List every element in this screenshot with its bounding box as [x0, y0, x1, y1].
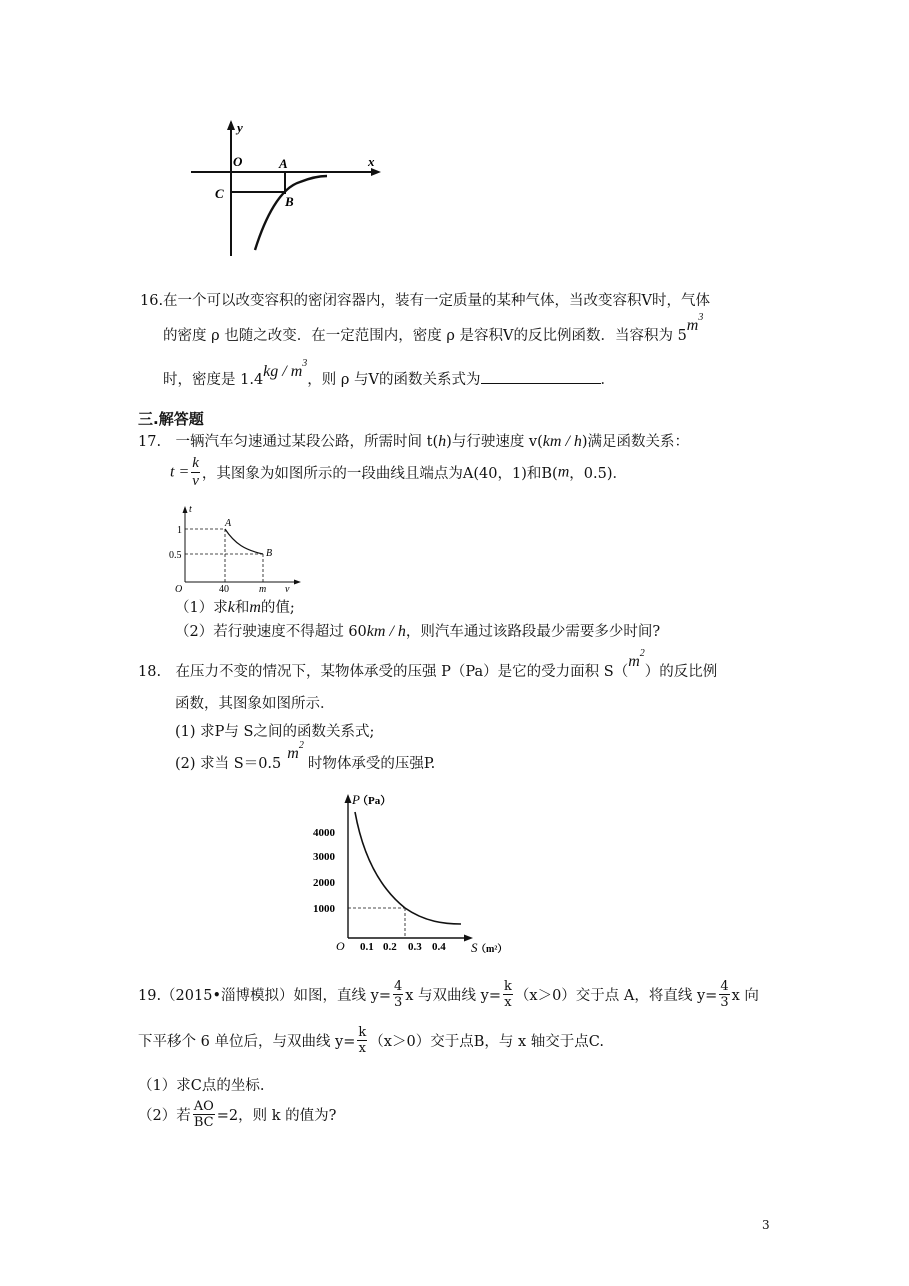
q19-fraction-k-x-b	[357, 1026, 367, 1055]
q17-speed-unit: km / h	[542, 433, 582, 450]
q19-frac2-num: k	[504, 979, 512, 994]
fig15-c-label: C	[215, 186, 224, 201]
q16-density-unit: kg / m	[263, 363, 303, 380]
q17-eq-num: k	[192, 455, 199, 471]
q16-line3-text-b: ，则 ρ 与V的函数关系式为	[307, 372, 481, 388]
q17-line2-text-a: ，其图象为如图所示的一段曲线且端点为A(40，1)和B(	[201, 466, 558, 482]
fig15-x-label: x	[368, 154, 375, 169]
figure-q17-graph	[165, 500, 305, 595]
fig15-y-label: y	[237, 120, 243, 135]
q18-area-exp: 2	[639, 648, 645, 660]
q16-answer-blank[interactable]	[481, 369, 601, 384]
q19-frac1-num: 4	[393, 979, 403, 994]
q18-graph-y1000: 1000	[313, 903, 335, 915]
q18-graph-origin: O	[336, 939, 345, 953]
q17-sub1-k: k	[227, 599, 235, 616]
q17-graph-y05: 0.5	[169, 550, 182, 561]
q19-frac3-den: 3	[720, 995, 729, 1010]
q17-sub1	[175, 596, 295, 617]
q19-line1-text-a: 19.（2015•淄博模拟）如图，直线 y=	[138, 988, 391, 1004]
q17-time-unit: h	[438, 433, 447, 450]
q16-line3	[163, 358, 615, 389]
q16-line3-text: 时，密度是 1.4	[163, 372, 264, 388]
q18-sub2-unit: m	[287, 745, 299, 762]
q17-graph-x40: 40	[219, 584, 229, 595]
q17-eq-den: v	[192, 473, 199, 489]
q19-line1	[138, 980, 759, 1009]
q17-graph-xm: m	[259, 584, 267, 595]
figure-q15-graph	[185, 118, 385, 258]
q17-sub1-text-c: 的值;	[260, 600, 295, 616]
q17-sub2	[175, 620, 660, 641]
q16-volume-unit: m	[686, 317, 699, 334]
q17-sub1-text-a: （1）求	[175, 600, 228, 616]
q18-graph-y4000: 4000	[313, 827, 335, 839]
q19-frac4-num: k	[358, 1025, 367, 1040]
q17-line1	[138, 430, 689, 451]
q18-sub2-text-b: 时物体承受的压强P.	[307, 756, 436, 772]
q19-fraction-4-3-a	[393, 980, 403, 1009]
q16-density-exp: 3	[302, 358, 308, 370]
q17-eq-lhs: t =	[170, 463, 190, 481]
q17-graph-y1: 1	[177, 525, 182, 536]
q18-graph-x04: 0.4	[432, 941, 446, 953]
q16-volume-exp: 3	[698, 312, 704, 324]
q18-sub2-exp: 2	[298, 740, 304, 752]
q17-sub1-text-b: 和	[234, 600, 250, 616]
q16-line2	[163, 312, 704, 345]
q17-line1-text-c: )满足函数关系：	[581, 434, 690, 450]
q18-line2: 函数，其图象如图所示．	[175, 696, 335, 712]
q18-graph-s-unit: （m²）	[476, 944, 508, 955]
q17-line1-text-b: )与行驶速度 v(	[446, 434, 543, 450]
q16-line1: 16.在一个可以改变容积的密闭容器内，装有一定质量的某种气体，当改变容积V时，气体	[140, 293, 711, 309]
q18-sub1: (1) 求P与 S之间的函数关系式;	[175, 724, 375, 740]
q19-sub1: （1）求C点的坐标.	[138, 1078, 265, 1094]
q19-sub2-text-b: =2，则 k 的值为?	[216, 1108, 337, 1124]
q18-sub2	[175, 740, 436, 773]
q18-graph-pa-label: （Pa）	[357, 795, 392, 807]
q19-line1-text-d: x 向	[731, 988, 759, 1004]
q17-graph-origin: O	[175, 584, 183, 595]
fig15-a-label: A	[279, 156, 288, 171]
q17-line2-text-b: ，0.5)．	[569, 466, 627, 482]
q18-line1-text-b: ）的反比例	[644, 664, 718, 680]
q17-graph-b-label: B	[266, 548, 273, 559]
q18-line1	[138, 648, 718, 681]
q17-line2-m: m	[557, 463, 570, 481]
q17-sub2-kmh: km / h	[366, 623, 406, 640]
q18-graph-x01: 0.1	[360, 941, 374, 953]
section-title: 三.解答题	[138, 410, 204, 428]
q19-line1-text-c: （x＞0）交于点 A，将直线 y=	[514, 988, 718, 1004]
q19-line2	[138, 1026, 604, 1055]
q18-area-unit: m	[628, 653, 640, 670]
q19-line2-text-a: 下平移个 6 单位后，与双曲线 y=	[138, 1034, 356, 1050]
q18-graph-x02: 0.2	[383, 941, 397, 953]
q19-sub2-text-a: （2）若	[138, 1108, 191, 1124]
page-number: 3	[762, 1218, 770, 1232]
q19-fraction-4-3-b	[719, 980, 729, 1009]
q19-frac5-den: BC	[193, 1115, 214, 1130]
q19-line2-text-b: （x＞0）交于点B，与 x 轴交于点C.	[369, 1034, 604, 1050]
q19-line1-text-b: x 与双曲线 y=	[405, 988, 501, 1004]
q18-graph-s-label: S	[471, 940, 478, 955]
q17-graph-t-label: t	[189, 504, 192, 515]
q17-graph-a-label: A	[225, 518, 232, 529]
q19-fraction-ao-bc	[193, 1100, 215, 1129]
q18-graph-x03: 0.3	[408, 941, 422, 953]
q17-line2	[170, 456, 627, 489]
q19-frac5-num: AO	[193, 1099, 214, 1114]
q18-line1-text-a: 18. 在压力不变的情况下，某物体承受的压强 P（Pa）是它的受力面积 S（	[138, 664, 629, 680]
q17-graph-v-label: v	[285, 584, 290, 595]
q19-frac2-den: x	[504, 995, 512, 1010]
q16-line3-end: ．	[600, 372, 615, 388]
q19-sub2	[138, 1100, 336, 1129]
q18-graph-y3000: 3000	[313, 851, 335, 863]
q16-line2-text: 的密度 ρ 也随之改变．在一定范围内，密度 ρ 是容积V的反比例函数．当容积为 5	[163, 328, 687, 344]
figure-q18-graph	[305, 788, 535, 958]
q18-sub2-text-a: (2) 求当 S＝0.5	[175, 756, 282, 772]
q19-fraction-k-x-a	[503, 980, 513, 1009]
q17-eq-fraction	[191, 456, 200, 489]
q19-frac1-den: 3	[393, 995, 403, 1010]
q17-sub2-text-b: ，则汽车通过该路段最少需要多少时间?	[405, 624, 661, 640]
q17-sub1-m: m	[249, 599, 261, 616]
q19-frac4-den: x	[358, 1041, 367, 1056]
fig15-origin-label: O	[233, 154, 243, 169]
q19-frac3-num: 4	[720, 979, 729, 994]
q17-line1-text-a: 17. 一辆汽车匀速通过某段公路，所需时间 t(	[138, 434, 439, 450]
q18-graph-p-label: P	[352, 792, 360, 807]
q18-graph-y2000: 2000	[313, 877, 335, 889]
fig15-b-label: B	[285, 194, 294, 209]
q17-sub2-text-a: （2）若行驶速度不得超过 60	[175, 624, 367, 640]
